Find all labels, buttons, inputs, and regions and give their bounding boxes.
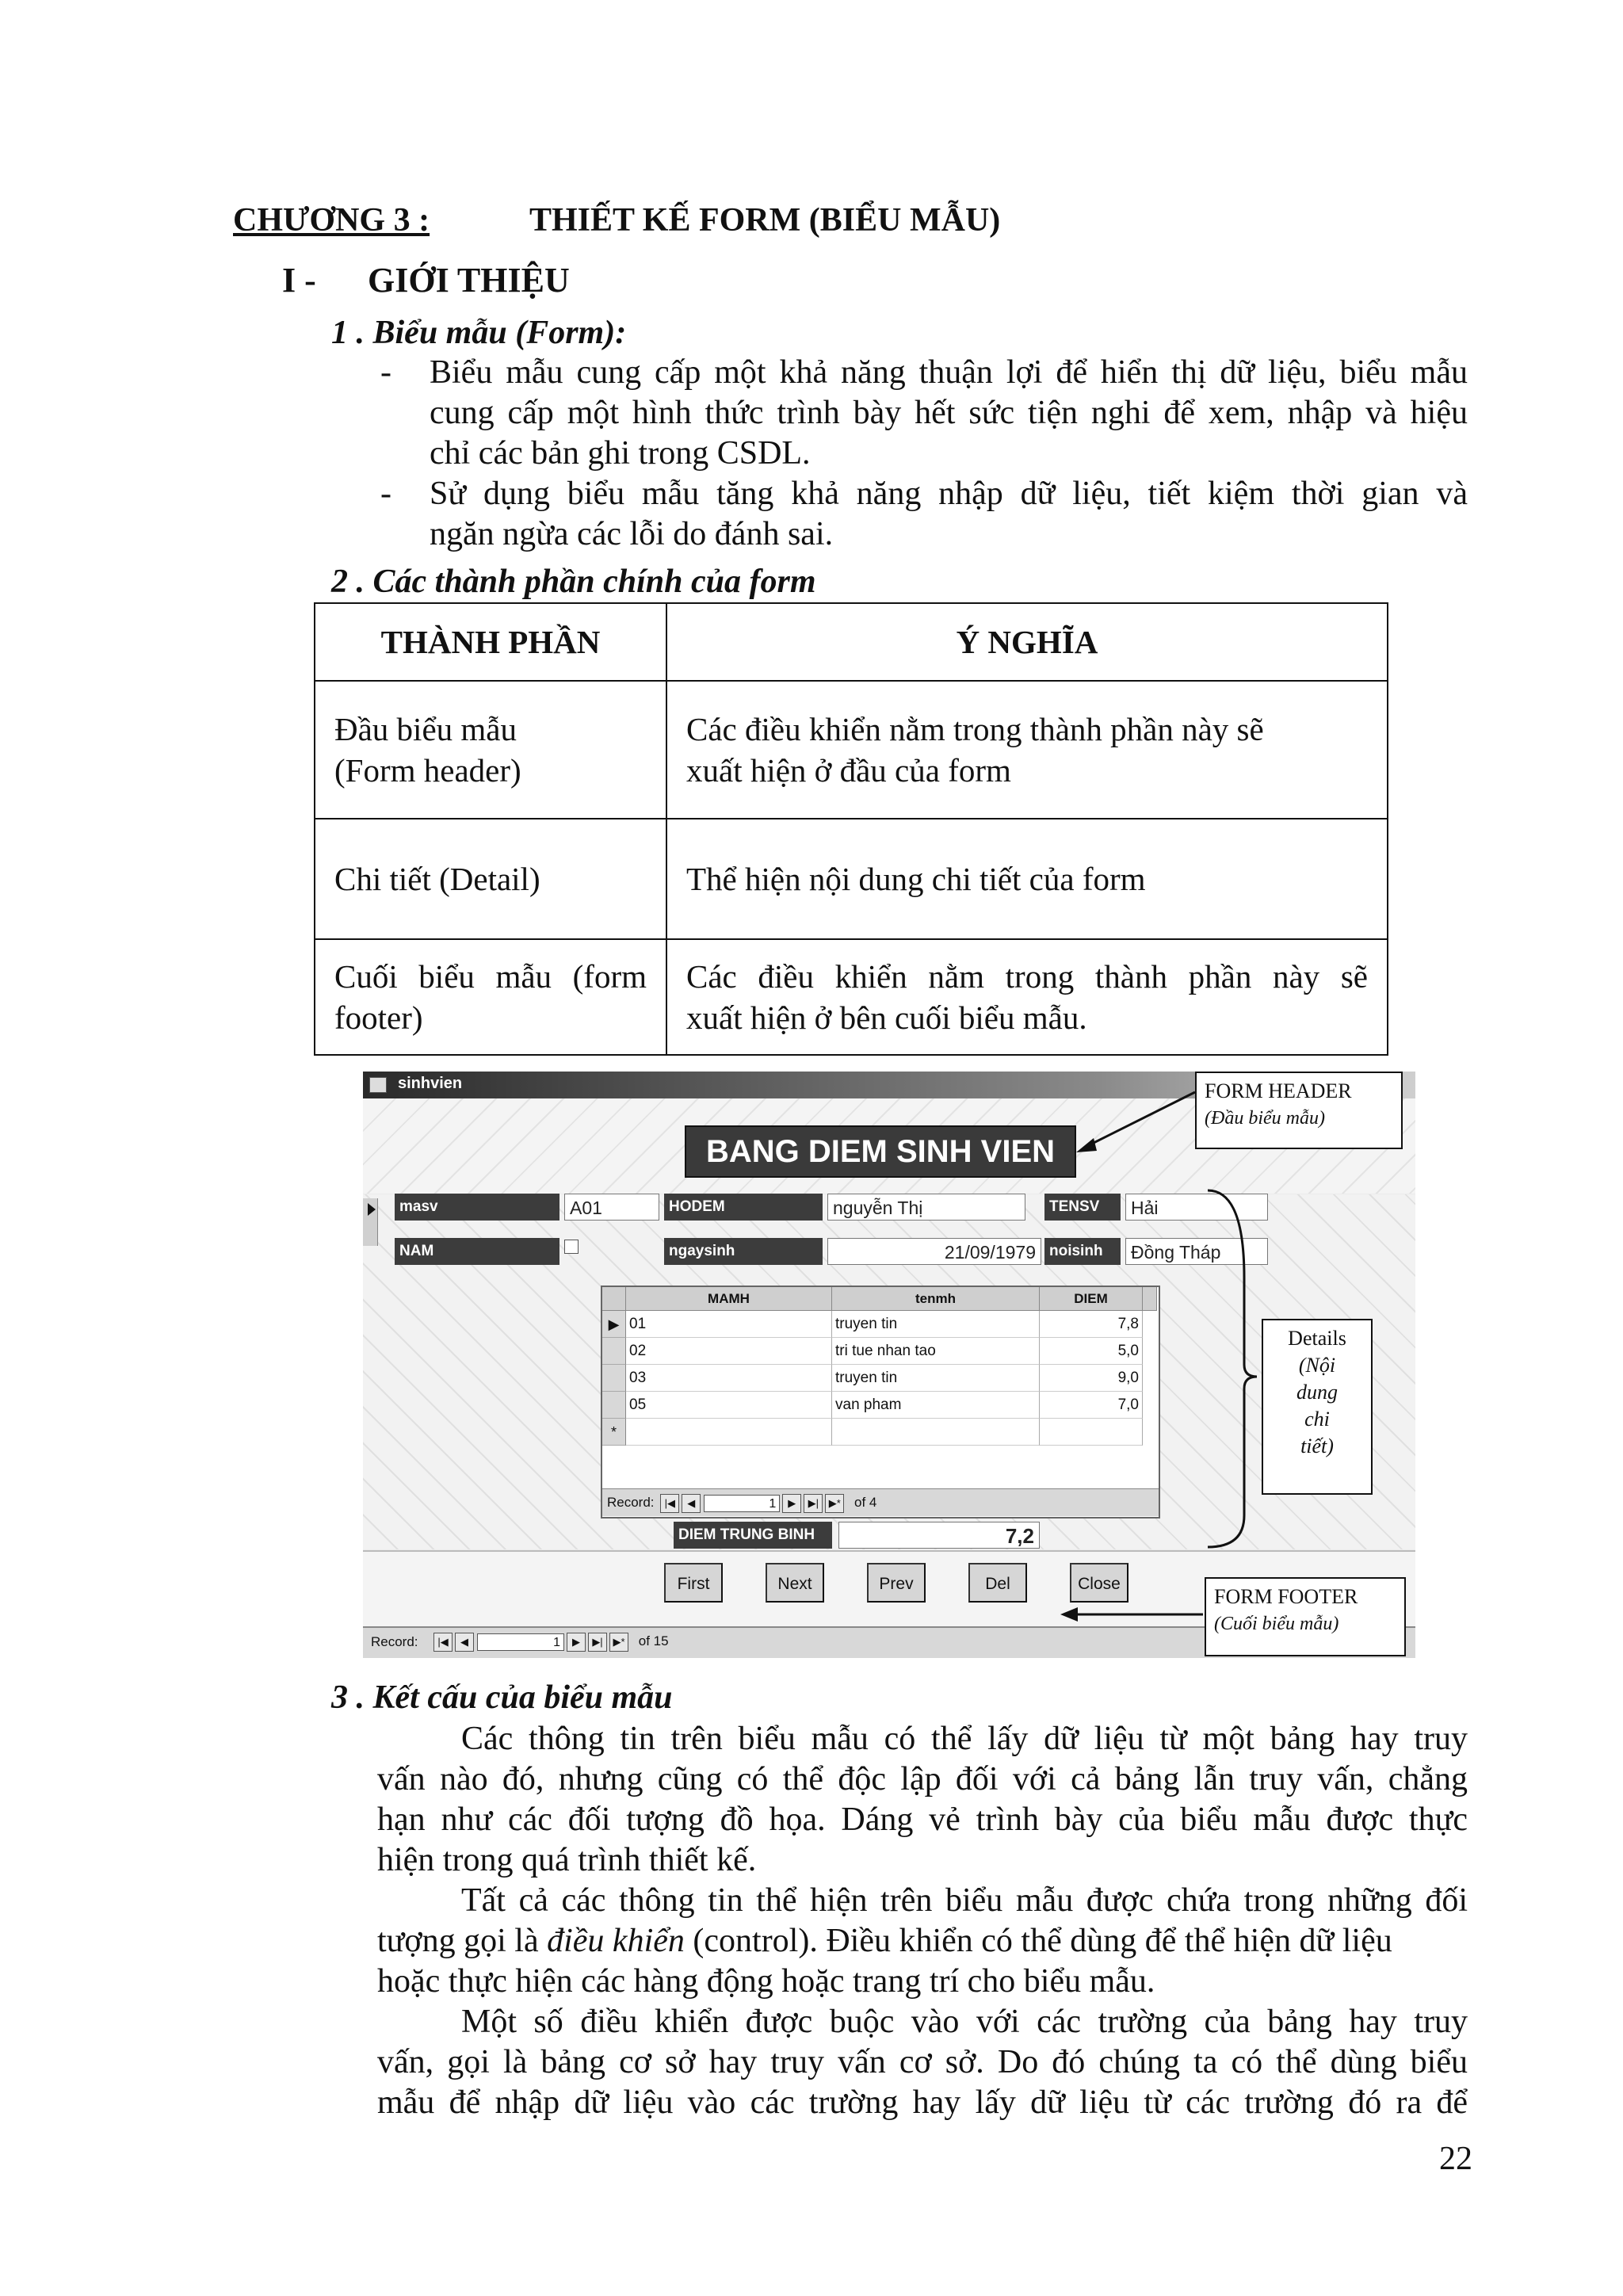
avg-label: DIEM TRUNG BINH xyxy=(674,1522,832,1549)
bullet-dash: - xyxy=(380,476,391,512)
chapter-title: THIẾT KẾ FORM (BIỂU MẪU) xyxy=(529,202,1001,239)
prev-button[interactable]: Prev xyxy=(867,1563,926,1603)
section-title: GIỚI THIỆU xyxy=(368,261,570,300)
table-cell[interactable]: van pham xyxy=(832,1392,1040,1419)
paragraph-line: tượng gọi là điều khiển (control). Điều khiển có thể dùng để thể hiện dữ liệu xyxy=(377,1920,1468,1962)
paragraph-line: mẫu để nhập dữ liệu vào các trường hay lấy dữ liệu từ các trường đó ra để xyxy=(377,2084,1468,2121)
subsection-2-title: 2 . Các thành phần chính của form xyxy=(331,563,816,600)
next-record-icon[interactable]: ▶ xyxy=(567,1633,586,1652)
main-record-total: of 15 xyxy=(638,1633,669,1649)
prev-record-icon[interactable]: ◀ xyxy=(682,1494,701,1513)
bullet-1-line-1: Biểu mẫu cung cấp một khả năng thuận lợi để hiển thị dữ liệu, biểu mẫu xyxy=(430,354,1468,391)
subform-record-number[interactable]: 1 xyxy=(704,1495,780,1512)
table-row xyxy=(315,819,1388,939)
noisinh-label: noisinh xyxy=(1044,1238,1121,1265)
table-cell-meaning: Các điều khiển nằm trong thành phần này sẽ xuất hiện ở đầu của form xyxy=(666,681,1388,819)
paragraph-line: hạn như các đối tượng đồ họa. Dáng vẻ trình bày của biểu mẫu được thực xyxy=(377,1801,1468,1838)
table-header-meaning: Ý NGHĨA xyxy=(666,603,1388,681)
avg-field: 7,2 xyxy=(838,1522,1040,1549)
noisinh-field[interactable]: Đồng Tháp xyxy=(1125,1238,1268,1265)
table-row xyxy=(315,681,1388,819)
table-cell[interactable]: 7,0 xyxy=(1040,1392,1143,1419)
ngaysinh-label: ngaysinh xyxy=(664,1238,823,1265)
next-record-icon[interactable]: ▶ xyxy=(782,1494,801,1513)
table-cell[interactable]: truyen tin xyxy=(832,1365,1040,1392)
prev-record-icon[interactable]: ◀ xyxy=(455,1633,474,1652)
table-cell[interactable]: 02 xyxy=(626,1338,832,1365)
next-button[interactable]: Next xyxy=(766,1563,824,1603)
bullet-2-line-2: ngăn ngừa các lỗi do đánh sai. xyxy=(430,516,834,552)
paragraph-line: Một số điều khiển được buộc vào với các trường của bảng hay truy xyxy=(461,2004,1468,2040)
last-record-icon[interactable]: ▶| xyxy=(588,1633,607,1652)
paragraph-line: hiện trong quá trình thiết kế. xyxy=(377,1842,757,1878)
masv-label: masv xyxy=(395,1194,559,1221)
column-header-mamh[interactable]: MAMH xyxy=(626,1287,832,1311)
table-cell[interactable]: 05 xyxy=(626,1392,832,1419)
paragraph-line: vấn, gọi là bảng cơ sở hay truy vấn cơ sở. Do đó chúng ta có thể dùng biểu xyxy=(377,2044,1468,2080)
table-cell-meaning: Thể hiện nội dung chi tiết của form xyxy=(666,819,1388,939)
del-button[interactable]: Del xyxy=(968,1563,1027,1603)
bullet-2-line-1: Sử dụng biểu mẫu tăng khả năng nhập dữ liệu, tiết kiệm thời gian và xyxy=(430,476,1468,512)
table-cell[interactable]: 03 xyxy=(626,1365,832,1392)
main-record-label: Record: xyxy=(371,1634,418,1649)
first-record-icon[interactable]: |◀ xyxy=(660,1494,679,1513)
section-number: I - xyxy=(282,261,316,300)
column-header-tenmh[interactable]: tenmh xyxy=(832,1287,1040,1311)
window-title: sinhvien xyxy=(398,1075,463,1092)
new-row-icon[interactable]: * xyxy=(602,1419,626,1446)
table-cell-part: Đầu biểu mẫu (Form header) xyxy=(315,681,666,819)
table-cell[interactable]: 9,0 xyxy=(1040,1365,1143,1392)
components-table xyxy=(314,602,1388,1056)
tensv-label: TENSV xyxy=(1044,1194,1121,1221)
table-cell[interactable]: tri tue nhan tao xyxy=(832,1338,1040,1365)
bullet-1-line-3: chỉ các bản ghi trong CSDL. xyxy=(430,435,811,472)
subsection-1-title: 1 . Biểu mẫu (Form): xyxy=(331,315,627,351)
paragraph-line: Các thông tin trên biểu mẫu có thể lấy dữ liệu từ một bảng hay truy xyxy=(461,1721,1468,1757)
callout-form-footer: FORM FOOTER (Cuối biểu mẫu) xyxy=(1205,1577,1406,1656)
callout-details: Details (Nội dung chi tiết) xyxy=(1262,1319,1373,1495)
table-cell[interactable]: truyen tin xyxy=(832,1311,1040,1338)
table-cell-part: Cuối biểu mẫu (form footer) xyxy=(315,939,666,1055)
close-button[interactable]: Close xyxy=(1070,1563,1128,1603)
subsection-3-title: 3 . Kết cấu của biểu mẫu xyxy=(331,1679,673,1716)
paragraph-line: hoặc thực hiện các hàng động hoặc trang trí cho biểu mẫu. xyxy=(377,1963,1155,2000)
emphasis-term: điều khiển xyxy=(547,1923,685,1959)
table-cell-meaning: Các điều khiển nằm trong thành phần này sẽ xuất hiện ở bên cuối biểu mẫu. xyxy=(666,939,1388,1055)
ngaysinh-field[interactable]: 21/09/1979 xyxy=(827,1238,1041,1265)
first-button[interactable]: First xyxy=(664,1563,723,1603)
main-record-number[interactable]: 1 xyxy=(477,1633,564,1651)
new-record-icon[interactable]: ▶* xyxy=(609,1633,628,1652)
tensv-field[interactable]: Hải xyxy=(1125,1194,1268,1221)
last-record-icon[interactable]: ▶| xyxy=(804,1494,823,1513)
row-pointer-icon[interactable]: ▶ xyxy=(602,1311,626,1338)
paragraph-line: vấn nào đó, nhưng cũng có thể độc lập đối với cả bảng lẫn truy vấn, chẳng xyxy=(377,1761,1468,1797)
bullet-1-line-2: cung cấp một hình thức trình bày hết sức tiện nghi để xem, nhập và hiệu xyxy=(430,395,1468,431)
form-banner: BANG DIEM SINH VIEN xyxy=(685,1125,1076,1178)
first-record-icon[interactable]: |◀ xyxy=(433,1633,453,1652)
masv-field[interactable]: A01 xyxy=(564,1194,659,1221)
bullet-dash: - xyxy=(380,354,391,391)
hodem-label: HODEM xyxy=(664,1194,823,1221)
subform-record-label: Record: xyxy=(607,1495,655,1510)
hodem-field[interactable]: nguyễn Thị xyxy=(827,1194,1025,1221)
subform-record-total: of 4 xyxy=(854,1495,877,1510)
table-cell[interactable]: 01 xyxy=(626,1311,832,1338)
table-cell-part: Chi tiết (Detail) xyxy=(315,819,666,939)
chapter-label: CHƯƠNG 3 : xyxy=(233,202,430,239)
page-number: 22 xyxy=(1439,2141,1472,2177)
nam-label: NAM xyxy=(395,1238,559,1265)
new-record-icon[interactable]: ▶* xyxy=(825,1494,844,1513)
table-header-part: THÀNH PHẦN xyxy=(315,603,666,681)
paragraph-line: Tất cả các thông tin thể hiện trên biểu mẫu được chứa trong những đối xyxy=(461,1882,1468,1919)
table-row xyxy=(315,939,1388,1055)
form-screenshot xyxy=(363,1072,1415,1658)
annotation-arrows xyxy=(363,1072,1415,1658)
table-cell[interactable]: 5,0 xyxy=(1040,1338,1143,1365)
column-header-diem[interactable]: DIEM xyxy=(1040,1287,1143,1311)
callout-form-header: FORM HEADER (Đầu biểu mẫu) xyxy=(1195,1072,1403,1149)
table-cell[interactable]: 7,8 xyxy=(1040,1311,1143,1338)
